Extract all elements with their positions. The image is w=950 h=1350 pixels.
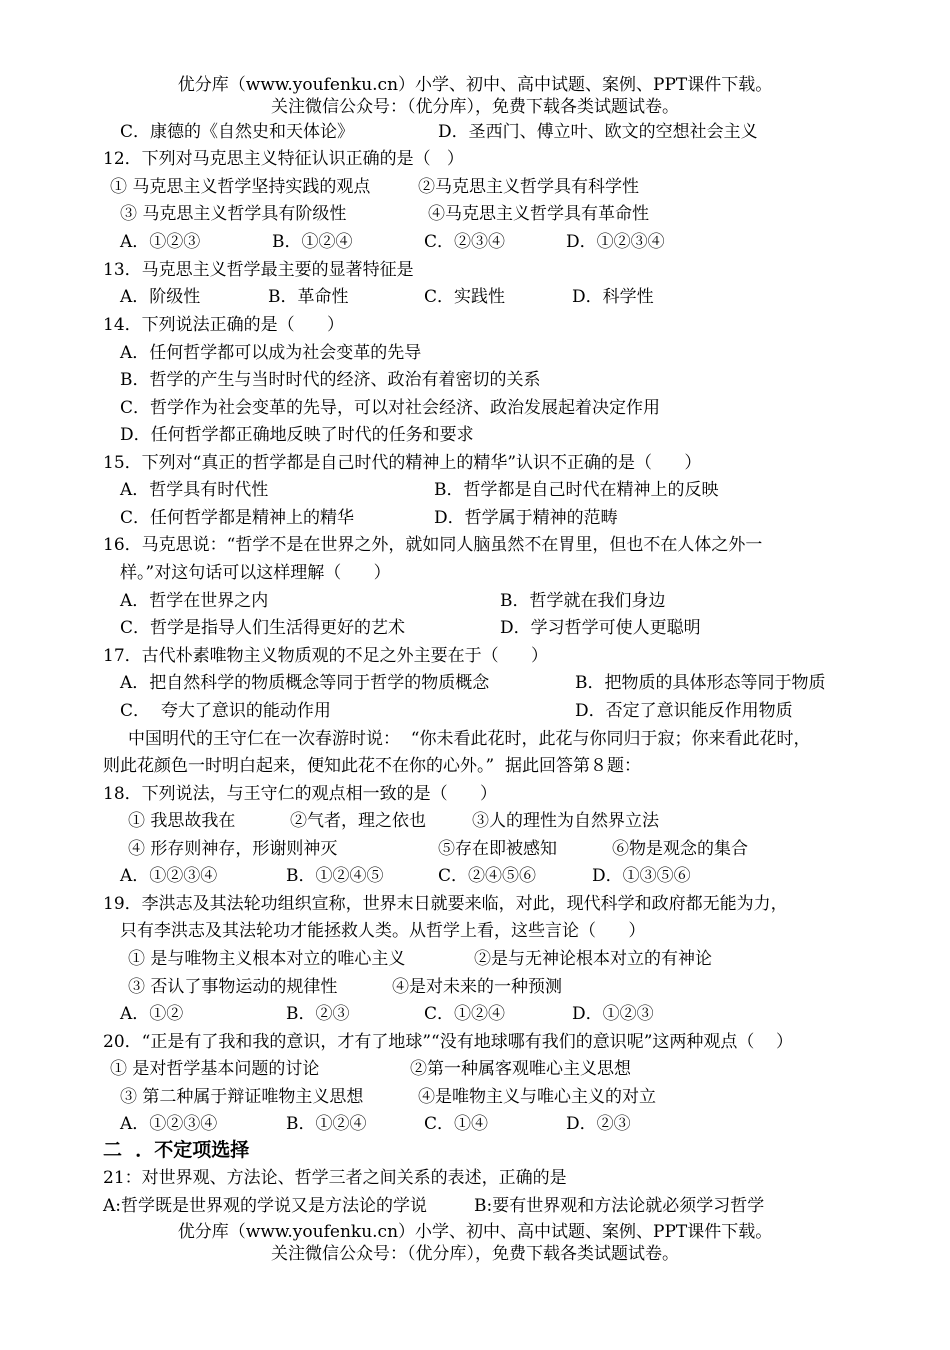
q19-stem-line-1: 19．李洪志及其法轮功组织宣称，世界末日就要来临，对此，现代科学和政府都无能为力， bbox=[103, 894, 788, 914]
q12-answer-d: D．①②③④ bbox=[566, 232, 665, 252]
q17-stem: 17．古代朴素唯物主义物质观的不足之外主要在于（ ） bbox=[103, 646, 549, 666]
q17-option-c: C． 夸大了意识的能动作用 bbox=[120, 701, 331, 721]
q16-option-d: D．学习哲学可使人更聪明 bbox=[500, 618, 701, 638]
q12-item-4: ④马克思主义哲学具有革命性 bbox=[428, 204, 649, 224]
q16-stem-line-1: 16．马克思说：“哲学不是在世界之外，就如同人脑虽然不在胃里，但也不在人体之外一 bbox=[103, 535, 763, 555]
q12-item-3: ③ 马克思主义哲学具有阶级性 bbox=[120, 204, 347, 224]
q21-option-b: B:要有世界观和方法论就必须学习哲学 bbox=[474, 1196, 765, 1216]
q21-option-a: A:哲学既是世界观的学说又是方法论的学说 bbox=[103, 1196, 428, 1216]
q19-item-4: ④是对未来的一种预测 bbox=[392, 977, 562, 997]
q16-option-b: B．哲学就在我们身边 bbox=[500, 591, 666, 611]
q13-answer-a: A．阶级性 bbox=[120, 287, 201, 307]
q14-option-d: D．任何哲学都正确地反映了时代的任务和要求 bbox=[120, 425, 474, 445]
q20-item-4: ④是唯物主义与唯心主义的对立 bbox=[418, 1087, 656, 1107]
material-line-2: 则此花颜色一时明白起来，便知此花不在你的心外。” 据此回答第８题： bbox=[103, 756, 641, 776]
q18-item-1: ① 我思故我在 bbox=[128, 811, 236, 831]
q18-answer-a: A．①②③④ bbox=[120, 866, 218, 886]
material-line-1: 中国明代的王守仁在一次春游时说： “你未看此花时，此花与你同归于寂；你来看此花时， bbox=[128, 729, 811, 749]
q16-stem-line-2: 样。”对这句话可以这样理解（ ） bbox=[120, 563, 391, 583]
q12-answer-a: A．①②③ bbox=[120, 232, 201, 252]
q19-answer-b: B．②③ bbox=[286, 1004, 350, 1024]
q20-item-3: ③ 第二种属于辩证唯物主义思想 bbox=[120, 1087, 364, 1107]
q18-item-6: ⑥物是观念的集合 bbox=[612, 839, 748, 859]
q20-answer-b: B．①②④ bbox=[286, 1114, 367, 1134]
q19-answer-c: C．①②④ bbox=[424, 1004, 506, 1024]
q18-stem: 18．下列说法，与王守仁的观点相一致的是（ ） bbox=[103, 784, 498, 804]
header-line-1: 优分库（www.youfenku.cn）小学、初中、高中试题、案例、PPT课件下载。 bbox=[177, 75, 773, 95]
q11-option-d: D．圣西门、傅立叶、欧文的空想社会主义 bbox=[438, 122, 758, 142]
q12-item-1: ① 马克思主义哲学坚持实践的观点 bbox=[110, 177, 371, 197]
q20-stem: 20．“正是有了我和我的意识，才有了地球”“没有地球哪有我们的意识呢”这两种观点（ ） bbox=[103, 1032, 794, 1052]
q20-answer-d: D．②③ bbox=[566, 1114, 631, 1134]
q15-option-c: C．任何哲学都是精神上的精华 bbox=[120, 508, 355, 528]
q17-option-b: B．把物质的具体形态等同于物质 bbox=[575, 673, 826, 693]
q15-option-d: D．哲学属于精神的范畴 bbox=[434, 508, 618, 528]
q19-item-2: ②是与无神论根本对立的有神论 bbox=[474, 949, 712, 969]
q19-item-1: ① 是与唯物主义根本对立的唯心主义 bbox=[128, 949, 406, 969]
q12-stem: 12．下列对马克思主义特征认识正确的是（ ） bbox=[103, 149, 464, 169]
q18-item-2: ②气者，理之依也 bbox=[290, 811, 426, 831]
q18-answer-d: D．①③⑤⑥ bbox=[592, 866, 691, 886]
q12-answer-c: C．②③④ bbox=[424, 232, 506, 252]
q17-option-a: A．把自然科学的物质概念等同于哲学的物质概念 bbox=[120, 673, 490, 693]
q18-item-4: ④ 形存则神存，形谢则神灭 bbox=[128, 839, 338, 859]
q13-stem: 13．马克思主义哲学最主要的显著特征是 bbox=[103, 260, 414, 280]
q18-answer-c: C．②④⑤⑥ bbox=[438, 866, 537, 886]
q15-option-b: B．哲学都是自己时代在精神上的反映 bbox=[434, 480, 719, 500]
q19-item-3: ③ 否认了事物运动的规律性 bbox=[128, 977, 338, 997]
q17-option-d: D．否定了意识能反作用物质 bbox=[575, 701, 793, 721]
q11-option-c: C．康德的《自然史和天体论》 bbox=[120, 122, 355, 142]
q15-option-a: A．哲学具有时代性 bbox=[120, 480, 269, 500]
q15-stem: 15．下列对“真正的哲学都是自己时代的精神上的精华”认识不正确的是（ ） bbox=[103, 453, 702, 473]
header-line-2: 关注微信公众号：（优分库），免费下载各类试题试卷。 bbox=[271, 97, 679, 117]
q19-answer-d: D．①②③ bbox=[572, 1004, 654, 1024]
q19-answer-a: A．①② bbox=[120, 1004, 184, 1024]
q14-option-b: B．哲学的产生与当时时代的经济、政治有着密切的关系 bbox=[120, 370, 541, 390]
q14-option-c: C．哲学作为社会变革的先导，可以对社会经济、政治发展起着决定作用 bbox=[120, 398, 661, 418]
q19-stem-line-2: 只有李洪志及其法轮功才能拯救人类。从哲学上看，这些言论（ ） bbox=[120, 921, 646, 941]
q18-item-3: ③人的理性为自然界立法 bbox=[472, 811, 659, 831]
q21-stem: 21：对世界观、方法论、哲学三者之间关系的表述，正确的是 bbox=[103, 1168, 567, 1188]
footer-line-1: 优分库（www.youfenku.cn）小学、初中、高中试题、案例、PPT课件下载。 bbox=[177, 1222, 773, 1242]
q16-option-a: A．哲学在世界之内 bbox=[120, 591, 269, 611]
footer-line-2: 关注微信公众号：（优分库），免费下载各类试题试卷。 bbox=[271, 1244, 679, 1264]
q13-answer-b: B．革命性 bbox=[268, 287, 349, 307]
q12-item-2: ②马克思主义哲学具有科学性 bbox=[418, 177, 639, 197]
q20-answer-a: A．①②③④ bbox=[120, 1114, 218, 1134]
q20-item-2: ②第一种属客观唯心主义思想 bbox=[410, 1059, 631, 1079]
q20-answer-c: C．①④ bbox=[424, 1114, 489, 1134]
q18-answer-b: B．①②④⑤ bbox=[286, 866, 384, 886]
q12-answer-b: B．①②④ bbox=[272, 232, 353, 252]
section-2-heading: 二 ．不定项选择 bbox=[103, 1139, 250, 1161]
q16-option-c: C．哲学是指导人们生活得更好的艺术 bbox=[120, 618, 406, 638]
q13-answer-d: D．科学性 bbox=[572, 287, 654, 307]
q20-item-1: ① 是对哲学基本问题的讨论 bbox=[110, 1059, 320, 1079]
q14-stem: 14．下列说法正确的是（ ） bbox=[103, 315, 345, 335]
q13-answer-c: C．实践性 bbox=[424, 287, 506, 307]
q18-item-5: ⑤存在即被感知 bbox=[438, 839, 557, 859]
q14-option-a: A．任何哲学都可以成为社会变革的先导 bbox=[120, 343, 422, 363]
